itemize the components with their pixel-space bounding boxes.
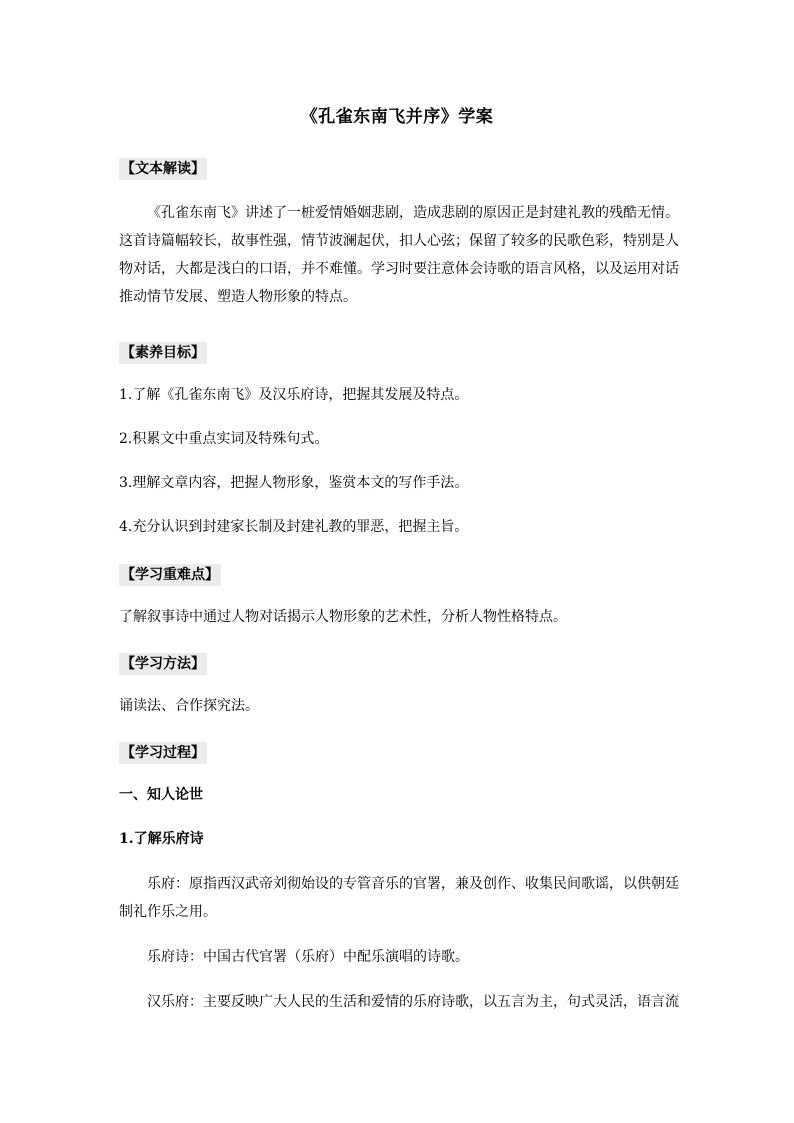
- methods-text: 诵读法、合作探究法。: [119, 698, 259, 714]
- goal-item-3: 3.理解文章内容，把握人物形象，鉴赏本文的写作手法。: [119, 475, 469, 491]
- key-points-body: [119, 606, 679, 628]
- section-heading-methods: 【学习方法】: [119, 653, 207, 675]
- goal-item: [119, 516, 679, 538]
- yuefu-definition: 乐府：原指西汉武帝刘彻始设的专管音乐的官署，兼及创作、收集民间歌谣，以供朝廷制礼作乐之用。: [119, 876, 679, 920]
- text-reading-paragraph: 《孔雀东南飞》讲述了一桩爱情婚姻悲剧，造成悲剧的原因正是封建礼教的残酷无情。这首诗篇幅较长，故事性强，情节波澜起伏，扣人心弦；保留了较多的民歌色彩，特别是人物对话，大都是浅白的口语，并不难懂。学习时要注意体会诗歌的语言风格，以及运用对话推动情节发展、塑造人物形象的特点。: [119, 205, 679, 305]
- text-reading-body: [119, 199, 679, 311]
- section-text-reading: [119, 155, 679, 183]
- process-paragraph: [119, 943, 679, 971]
- methods-body: [119, 695, 679, 717]
- goal-item: [119, 472, 679, 494]
- section-goals: [119, 339, 679, 367]
- page-title: 《孔雀东南飞并序》学案: [300, 107, 494, 127]
- section-heading-goals: 【素养目标】: [119, 342, 207, 364]
- process-subsubheading: [119, 828, 679, 850]
- goal-item: [119, 428, 679, 450]
- key-points-text: 了解叙事诗中通过人物对话揭示人物形象的艺术性，分析人物性格特点。: [119, 609, 567, 625]
- subheading-know-author: 一、知人论世: [119, 787, 203, 803]
- subheading-yuefu: 1.了解乐府诗: [119, 831, 204, 847]
- goal-item-4: 4.充分认识到封建家长制及封建礼教的罪恶，把握主旨。: [119, 519, 469, 535]
- goal-item: [119, 384, 679, 406]
- section-heading-process: 【学习过程】: [119, 742, 207, 764]
- section-key-points: [119, 561, 679, 589]
- section-methods: [119, 650, 679, 678]
- goal-item-1: 1.了解《孔雀东南飞》及汉乐府诗，把握其发展及特点。: [119, 387, 469, 403]
- section-heading-key-points: 【学习重难点】: [119, 564, 221, 586]
- process-paragraph: [119, 870, 679, 926]
- yuefu-poem-definition: 乐府诗：中国古代官署（乐府）中配乐演唱的诗歌。: [147, 949, 469, 965]
- han-yuefu-definition: 汉乐府：主要反映广大人民的生活和爱情的乐府诗歌，以五言为主，句式灵活，语言流: [147, 994, 679, 1010]
- process-paragraph: [119, 988, 679, 1016]
- process-subheading: [119, 784, 679, 806]
- section-heading-text-reading: 【文本解读】: [119, 158, 207, 180]
- goal-item-2: 2.积累文中重点实词及特殊句式。: [119, 431, 329, 447]
- section-process: [119, 739, 679, 767]
